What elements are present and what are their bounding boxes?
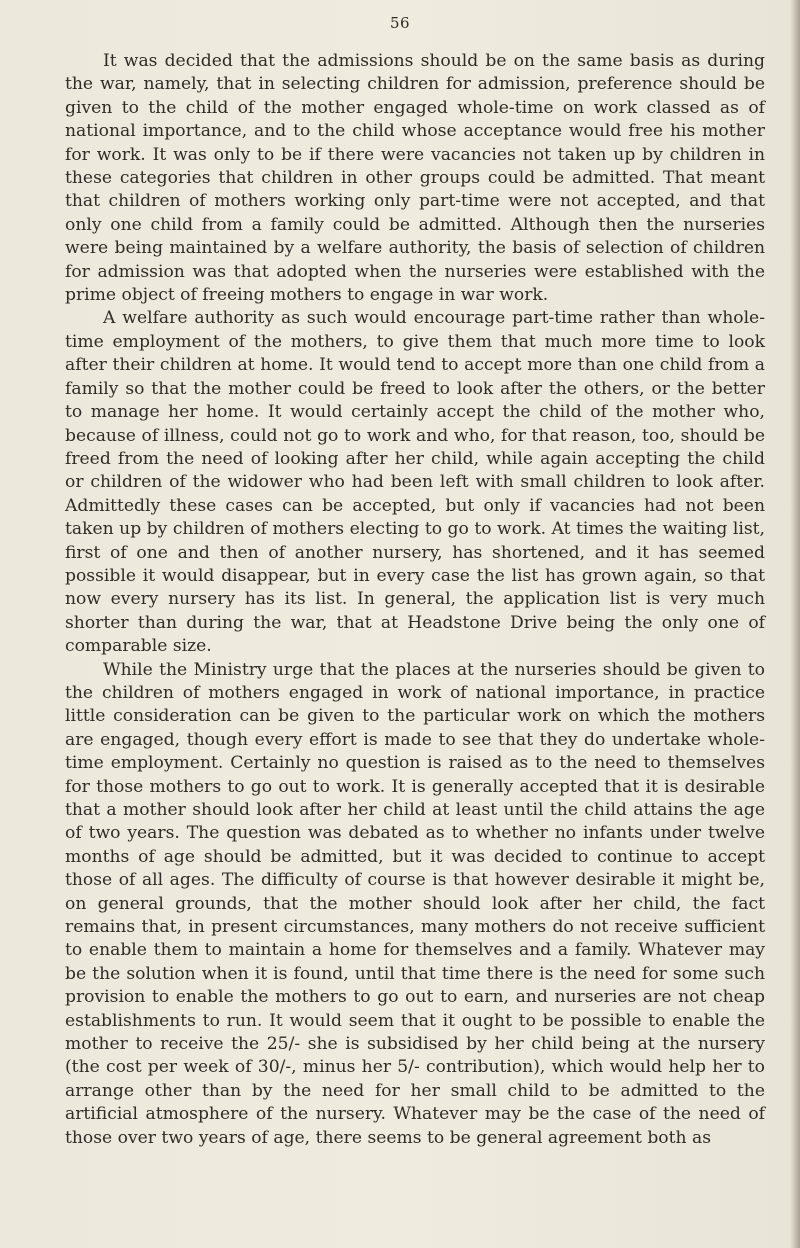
page-number: 56 <box>389 14 411 32</box>
paragraph-admissions-basis: It was decided that the admissions should be on the same basis as during the war, namely, that in selecting children for admission, preference should be given to the child of the mother engaged whole-time on work classed as of national importance, and to the child whose acceptance would free his mother for work. It was only to be if there were vacancies not taken up by children in these categories that children in other groups could be admitted. That meant that children of mothers working only part-time were not accepted, and that only one child from a family could be admitted. Although then the nurseries were being maintained by a welfare authority, the basis of selection of children for admission was that adopted when the nurseries were established with the prime object of freeing mothers to engage in war work. <box>65 51 765 306</box>
page-edge-shadow <box>790 0 800 1248</box>
paragraph-ministry-places: While the Ministry urge that the places at the nurseries should be given to the children of mothers engaged in work of national importance, in practice little consideration can be given to the particular work on which the mothers are engaged, though every effort is made to see that they do undertake whole-time employment. Certainly no question is raised as to the need to themselves for those mothers to go out to work. It is generally accepted that it is desirable that a mother should look after her child at least until the child attains the age of two years. The question was debated as to whether no infants under twelve months of age should be admitted, but it was decided to continue to accept those of all ages. The difficulty of course is that however desirable it might be, on general grounds, that the mother should look after her child, the fact remains that, in present circumstances, many mothers do not receive sufficient to enable them to maintain a home for themselves and a family. Whatever may be the solution when it is found, until that time there is the need for some such provision to enable the mothers to go out to earn, and nurseries are not cheap establishments to run. It would seem that it ought to be possible to enable the mother to receive the 25/- she is subsidised by her child being at the nursery (the cost per week of 30/-, minus her 5/- contribution), which would help her to arrange other than by the need for her small child to be admitted to the artificial atmosphere of the nursery. Whatever may be the case of the need of those over two years of age, there seems to be general agreement both as <box>65 659 765 1148</box>
body-text <box>65 50 765 1150</box>
paragraph-welfare-authority: A welfare authority as such would encourage part-time rather than whole-time employment of the mothers, to give them that much more time to look after their children at home. It would tend to accept more than one child from a family so that the mother could be freed to look after the others, or the better to manage her home. It would certainly accept the child of the mother who, because of illness, could not go to work and who, for that reason, too, should be freed from the need of looking after her child, while again accepting the child or children of the widower who had been left with small children to look after. Admittedly these cases can be accepted, but only if vacancies had not been taken up by children of mothers electing to go to work. At times the waiting list, first of one and then of another nursery, has shortened, and it has seemed possible it would disappear, but in every case the list has grown again, so that now every nursery has its list. In general, the application list is very much shorter than during the war, that at Headstone Drive being the only one of comparable size. <box>65 308 765 657</box>
